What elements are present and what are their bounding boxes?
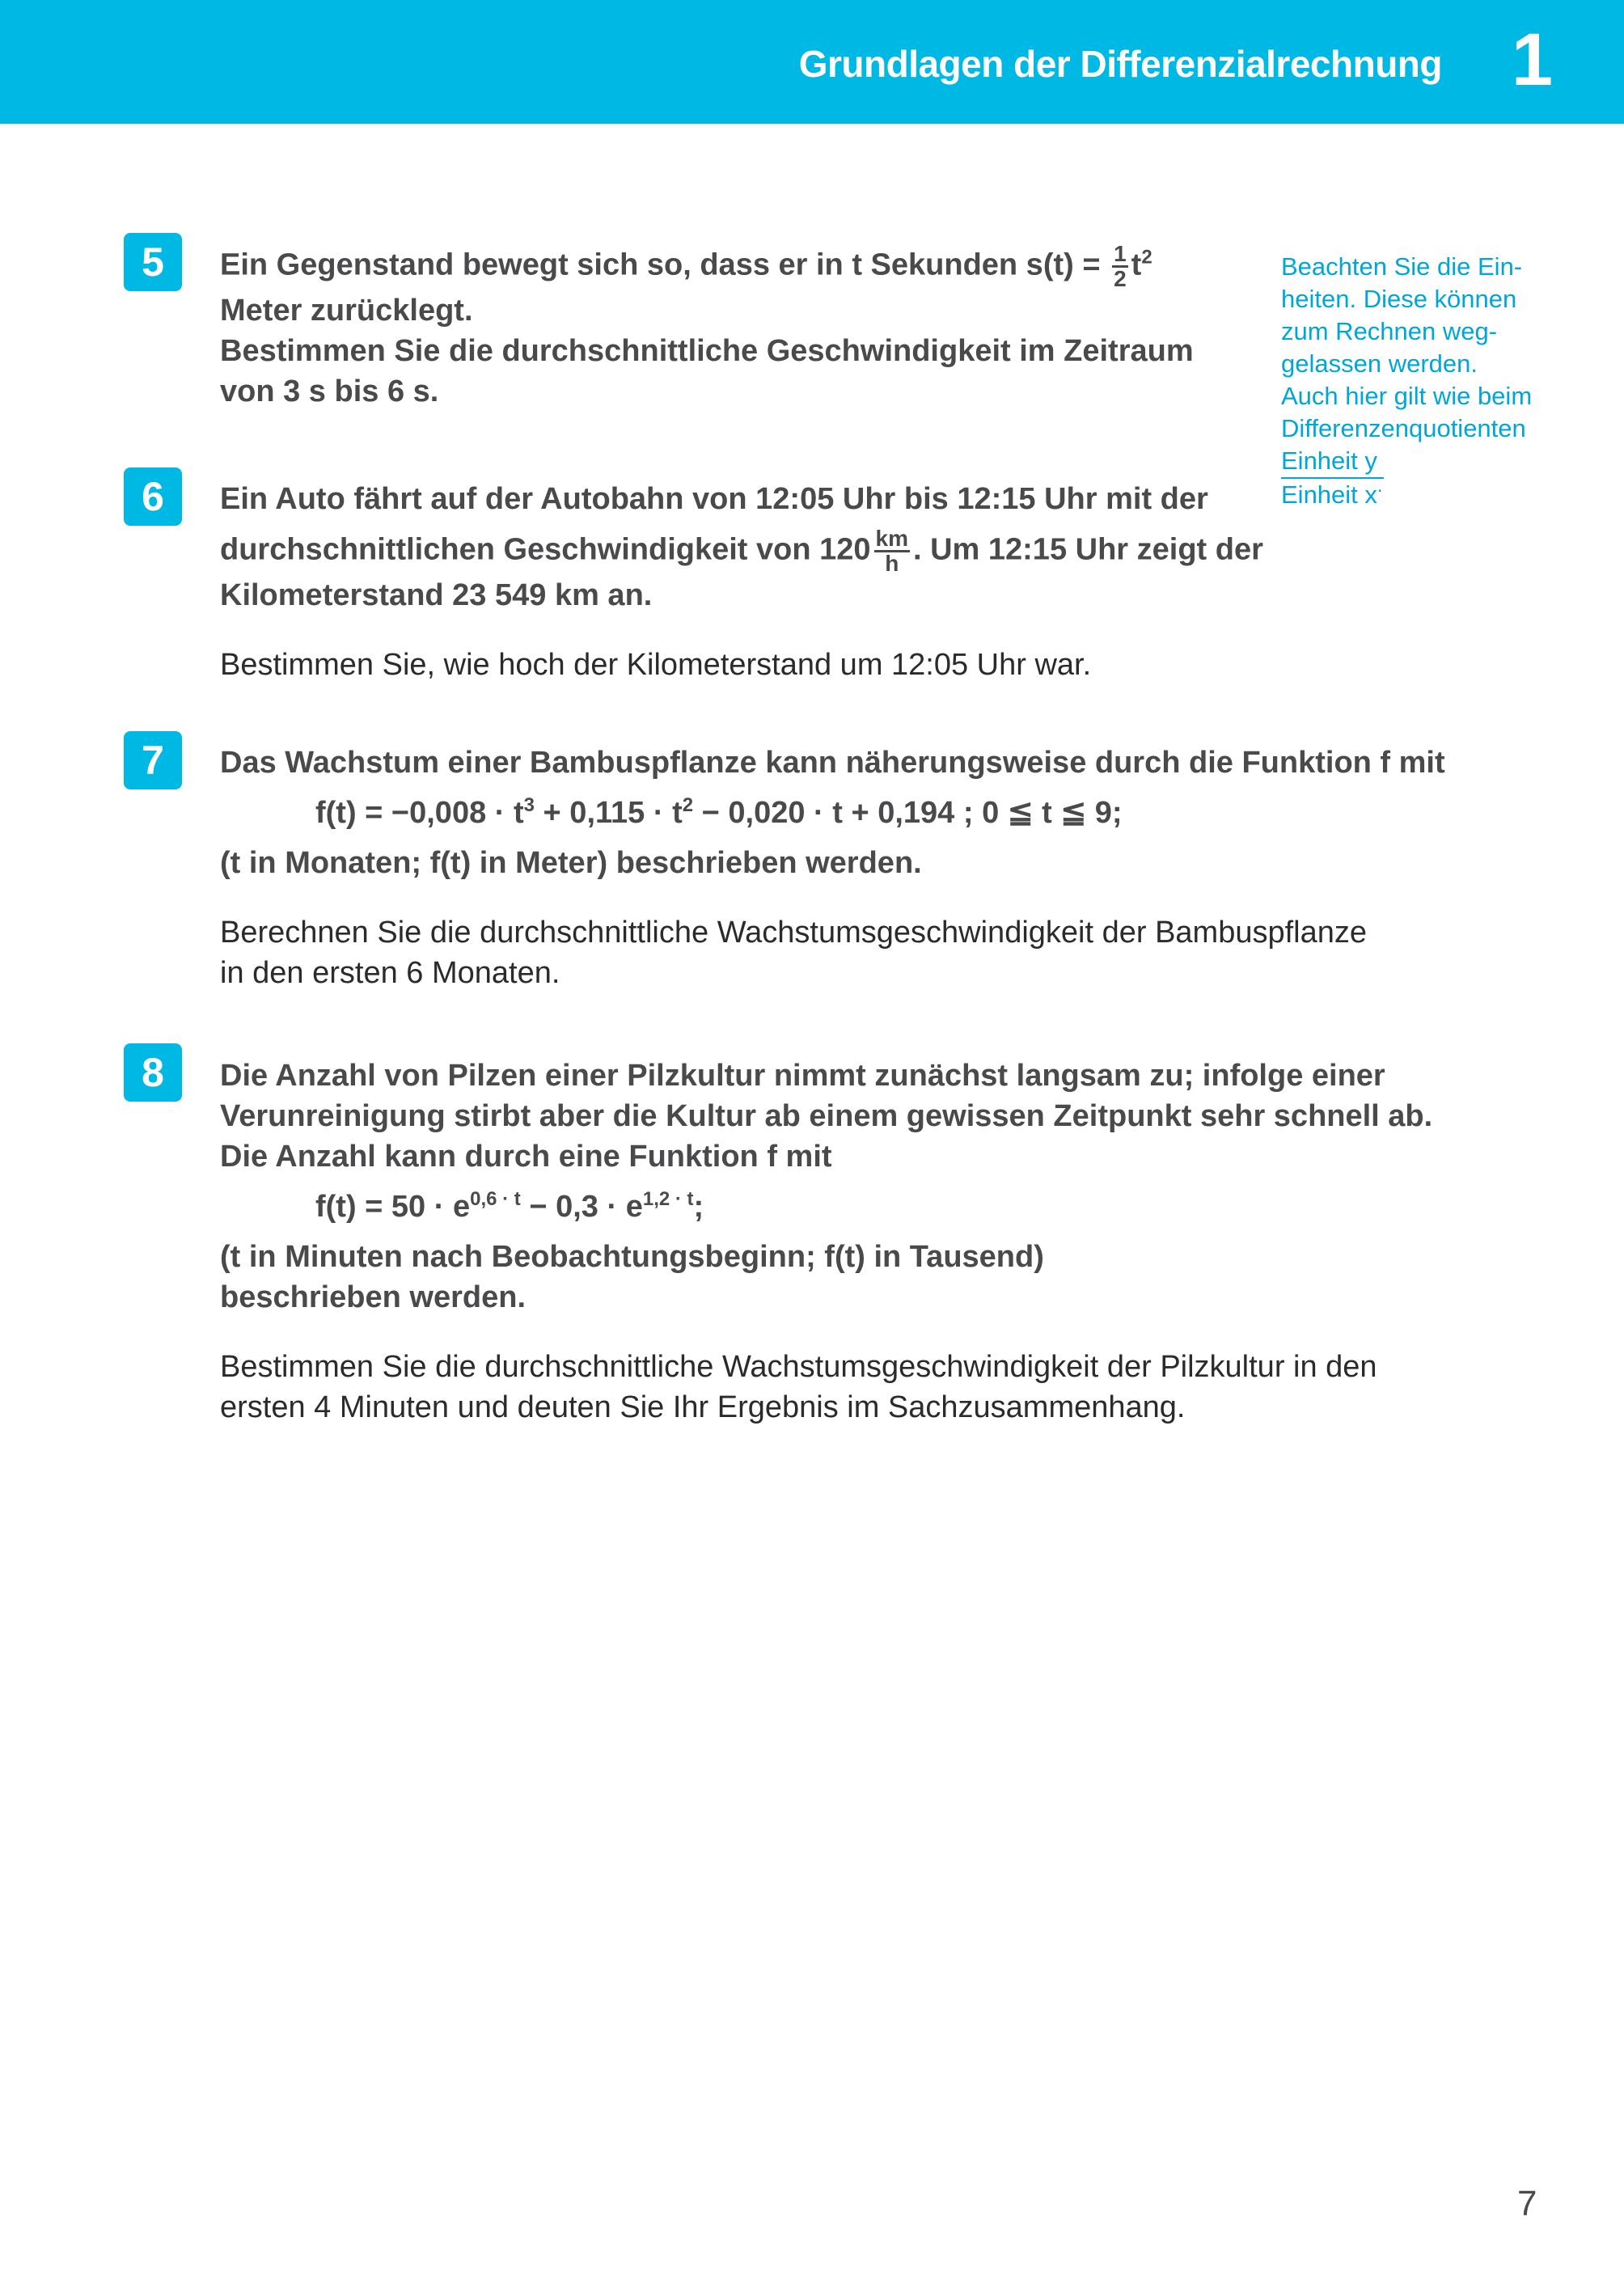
- text: ;: [693, 1190, 704, 1224]
- text: f(t) = 50 · e: [315, 1190, 471, 1224]
- task-number-badge: 5: [124, 233, 182, 291]
- task-8-formula: [220, 1187, 1514, 1227]
- page-number: 7: [1517, 2184, 1537, 2223]
- task-5: [220, 243, 1263, 412]
- chapter-number: 1: [1511, 19, 1553, 101]
- task-6-line-3: Kilometerstand 23 549 km an.: [220, 578, 653, 612]
- hint-line: zum Rechnen weg-: [1281, 317, 1498, 345]
- task-8-line-5: (t in Minuten nach Beobachtungsbeginn; f(t) in Tausend): [220, 1240, 1044, 1274]
- task-6-line-2: [220, 527, 1263, 575]
- text: + 0,115 · t: [535, 796, 683, 830]
- text: t: [1131, 247, 1142, 282]
- fraction-numerator: km: [875, 526, 908, 551]
- task-7-formula: [220, 793, 1514, 833]
- period: .: [1377, 475, 1383, 497]
- task-number-badge: 7: [124, 731, 182, 789]
- exponent: 0,6 · t: [470, 1188, 521, 1210]
- chapter-header: [0, 0, 1624, 124]
- task-7: [220, 742, 1514, 993]
- task-7-line-1: Das Wachstum einer Bambuspflanze kann näherungsweise durch die Funktion f mit: [220, 746, 1445, 780]
- task-5-line-2: Meter zurücklegt.: [220, 294, 473, 328]
- exponent: 2: [682, 794, 694, 816]
- exponent: 3: [523, 794, 535, 816]
- task-number-badge: 6: [124, 467, 182, 526]
- fraction-denominator: 2: [1114, 266, 1127, 291]
- hint-line: Auch hier gilt wie beim: [1281, 382, 1533, 410]
- task-7-question-1: Berechnen Sie die durchschnittliche Wachstumsgeschwindigkeit der Bambuspflanze: [220, 916, 1368, 950]
- task-5-line-3: Bestimmen Sie die durchschnittliche Geschwindigkeit im Zeitraum: [220, 334, 1194, 368]
- task-6-line-1: Ein Auto fährt auf der Autobahn von 12:05 Uhr bis 12:15 Uhr mit der: [220, 482, 1208, 516]
- hint-line: Beachten Sie die Ein-: [1281, 252, 1523, 281]
- unit-fraction: [1281, 445, 1384, 511]
- hint-line: gelassen werden.: [1281, 349, 1478, 378]
- task-number-badge: 8: [124, 1043, 182, 1102]
- task-7-line-3: (t in Monaten; f(t) in Meter) beschrieben werden.: [220, 846, 922, 880]
- text: Einheit x: [1281, 480, 1377, 509]
- fraction-numerator: Einheit y: [1281, 445, 1384, 479]
- fraction-denominator: h: [885, 551, 899, 576]
- task-8-line-2: Verunreinigung stirbt aber die Kultur ab einem gewissen Zeitpunkt sehr schnell ab.: [220, 1099, 1433, 1133]
- fraction: [874, 527, 910, 575]
- task-6: [220, 479, 1263, 685]
- text: − 0,3 · e: [520, 1190, 643, 1224]
- task-8-line-3: Die Anzahl kann durch eine Funktion f mit: [220, 1140, 832, 1174]
- task-6-question: Bestimmen Sie, wie hoch der Kilometerstand um 12:05 Uhr war.: [220, 648, 1092, 682]
- text: . Um 12:15 Uhr zeigt der: [912, 532, 1263, 567]
- task-8: [220, 1056, 1514, 1428]
- task-5-line-1: [220, 243, 1263, 290]
- task-5-line-4: von 3 s bis 6 s.: [220, 374, 439, 408]
- fraction-denominator: [1281, 475, 1384, 511]
- task-8-line-6: beschrieben werden.: [220, 1280, 527, 1314]
- hint-line: heiten. Diese können: [1281, 285, 1517, 313]
- task-8-line-1: Die Anzahl von Pilzen einer Pilzkultur nimmt zunächst langsam zu; infolge einer: [220, 1059, 1385, 1093]
- text: Ein Gegenstand bewegt sich so, dass er in t Sekunden s(t) =: [220, 247, 1110, 282]
- exponent: 2: [1141, 246, 1152, 269]
- fraction-numerator: 1: [1114, 241, 1127, 266]
- fraction: [1112, 243, 1128, 290]
- text: f(t) = −0,008 · t: [315, 796, 524, 830]
- hint-line: Differenzenquotienten: [1281, 414, 1526, 442]
- exponent: 1,2 · t: [642, 1188, 694, 1210]
- task-7-question-2: in den ersten 6 Monaten.: [220, 956, 560, 990]
- task-8-question-1: Bestimmen Sie die durchschnittliche Wachstumsgeschwindigkeit der Pilzkultur in den: [220, 1350, 1377, 1384]
- chapter-title: Grundlagen der Differenzialrechnung: [798, 43, 1442, 85]
- text: − 0,020 · t + 0,194 ; 0 ≦ t ≦ 9;: [693, 796, 1123, 830]
- task-8-question-2: ersten 4 Minuten und deuten Sie Ihr Ergebnis im Sachzusammenhang.: [220, 1390, 1186, 1424]
- text: durchschnittlichen Geschwindigkeit von 120: [220, 532, 871, 567]
- sidebar-hint: [1281, 251, 1588, 511]
